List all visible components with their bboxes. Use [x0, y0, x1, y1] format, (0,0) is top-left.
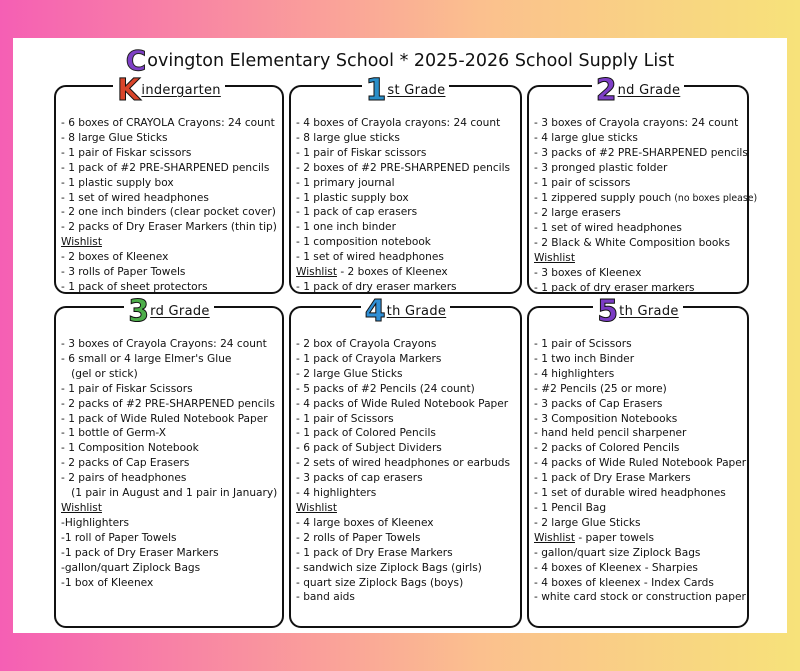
wishlist-heading: [296, 265, 516, 280]
list-item: - 2 packs of Dry Eraser Markers (thin tip): [61, 221, 277, 234]
list-item: (1 pair in August and 1 pair in January): [61, 487, 278, 500]
list-item: - 1 composition notebook: [296, 236, 431, 249]
list-item: - 1 Pencil Bag: [534, 501, 607, 514]
first-grade-heading: [291, 73, 520, 108]
pouch-item-text: - 1 zippered supply pouch: [534, 191, 672, 204]
wishlist-item: - 2 boxes of Kleenex: [61, 251, 169, 264]
list-item: - 8 large Glue Sticks: [61, 131, 168, 144]
wishlist-item: - 4 boxes of Kleenex - Sharpies: [534, 561, 698, 574]
list-item: - 2 packs of #2 PRE-SHARPENED pencils: [61, 397, 275, 410]
list-item: - 1 two inch Binder: [534, 352, 635, 365]
third-grade-initial: 3: [128, 294, 150, 329]
wishlist-item: -1 box of Kleenex: [61, 576, 154, 589]
list-item: - 1 pack of Wide Ruled Notebook Paper: [61, 412, 268, 425]
list-item: - hand held pencil sharpener: [534, 427, 687, 440]
wishlist-item: -1 pack of Dry Eraser Markers: [61, 546, 219, 559]
fourth-grade-card: [289, 294, 522, 628]
list-item: - 1 set of wired headphones: [534, 222, 682, 235]
list-item: - 2 sets of wired headphones or earbuds: [296, 457, 511, 470]
second-grade-label: nd Grade: [617, 83, 681, 98]
wishlist-heading: [534, 531, 743, 546]
supply-list-sheet: [13, 38, 787, 633]
second-grade-heading: [529, 73, 747, 108]
kindergarten-initial: K: [117, 73, 141, 108]
title-initial: C: [125, 44, 147, 77]
list-item: - 4 highlighters: [534, 367, 615, 380]
list-item: - #2 Pencils (25 or more): [534, 382, 667, 395]
title-text: ovington Elementary School * 2025-2026 School Supply List: [147, 51, 675, 71]
wishlist-label: Wishlist: [61, 501, 102, 514]
wishlist-item: - band aids: [296, 591, 355, 604]
wishlist-heading: [61, 235, 278, 250]
third-grade-card: [54, 294, 284, 628]
fourth-grade-heading: [291, 294, 520, 329]
list-item: - 2 packs of Cap Erasers: [61, 457, 190, 470]
wishlist-item: - 2 rolls of Paper Towels: [296, 531, 421, 544]
wishlist-label: Wishlist: [296, 266, 337, 279]
wishlist-label: Wishlist: [296, 501, 337, 514]
list-item: - 2 Black & White Composition books: [534, 237, 730, 250]
fifth-grade-heading: [529, 294, 747, 329]
list-item: - 8 large glue sticks: [296, 131, 400, 144]
fourth-grade-list: [296, 337, 516, 605]
list-item: - 1 pack of cap erasers: [296, 206, 418, 219]
list-item: - 3 packs of Cap Erasers: [534, 397, 663, 410]
list-item: - 1 plastic supply box: [296, 191, 409, 204]
fourth-grade-initial: 4: [364, 294, 386, 329]
list-item: - 1 Composition Notebook: [61, 442, 199, 455]
list-item: - 6 small or 4 large Elmer's Glue: [61, 352, 232, 365]
list-item: - 4 packs of Wide Ruled Notebook Paper: [534, 457, 747, 470]
list-item: - 1 bottle of Germ-X: [61, 427, 166, 440]
wishlist-item: - 1 pack of dry eraser markers: [534, 281, 695, 294]
list-item: - 2 large erasers: [534, 207, 621, 220]
wishlist-heading: [61, 501, 278, 516]
list-item: - 2 boxes of #2 PRE-SHARPENED pencils: [296, 161, 511, 174]
wishlist-inline-item: - 2 boxes of Kleenex: [336, 266, 448, 279]
list-item: - 2 pairs of headphones: [61, 472, 187, 485]
list-item: (gel or stick): [61, 367, 138, 380]
wishlist-label: Wishlist: [61, 236, 102, 249]
wishlist-item: -gallon/quart Ziplock Bags: [61, 561, 201, 574]
first-grade-list: [296, 116, 516, 295]
kindergarten-card: [54, 73, 284, 294]
list-item: - 4 large glue sticks: [534, 131, 638, 144]
list-item: - 3 packs of cap erasers: [296, 472, 423, 485]
list-item: - 1 set of wired headphones: [61, 191, 209, 204]
third-grade-heading: [56, 294, 282, 329]
kindergarten-label: indergarten: [141, 83, 221, 98]
wishlist-item: - gallon/quart size Ziplock Bags: [534, 546, 701, 559]
list-item: - 1 pair of scissors: [534, 176, 631, 189]
kindergarten-heading: [56, 73, 282, 108]
wishlist-item: - 1 pack of sheet protectors: [61, 280, 208, 293]
first-grade-card: [289, 73, 522, 294]
list-item: [534, 191, 758, 207]
wishlist-item: - 3 rolls of Paper Towels: [61, 266, 186, 279]
list-item: - 6 pack of Subject Dividers: [296, 442, 442, 455]
list-item: - 1 pack of Dry Erase Markers: [534, 472, 691, 485]
wishlist-item: - white card stock or construction paper: [534, 591, 746, 604]
wishlist-label: Wishlist: [534, 252, 575, 265]
list-item: - 4 boxes of Crayola crayons: 24 count: [296, 117, 501, 129]
second-grade-card: [527, 73, 758, 294]
list-item: - 3 boxes of Crayola crayons: 24 count: [534, 117, 739, 129]
third-grade-label: rd Grade: [150, 304, 210, 319]
list-item: - 3 packs of #2 PRE-SHARPENED pencils: [534, 146, 748, 159]
wishlist-item: - 3 boxes of Kleenex: [534, 267, 642, 280]
second-grade-list: [534, 116, 758, 296]
wishlist-item: - 4 boxes of kleenex - Index Cards: [534, 576, 714, 589]
list-item: - 1 set of durable wired headphones: [534, 487, 726, 500]
wishlist-item: - sandwich size Ziplock Bags (girls): [296, 561, 482, 574]
wishlist-item: - quart size Ziplock Bags (boys): [296, 576, 464, 589]
wishlist-inline-item: - paper towels: [574, 531, 655, 544]
list-item: - 1 primary journal: [296, 176, 395, 189]
list-item: - 1 pack of Crayola Markers: [296, 352, 442, 365]
pouch-note: (no boxes please): [671, 192, 758, 204]
list-item: - 1 set of wired headphones: [296, 251, 444, 264]
list-item: - 1 pair of Scissors: [534, 338, 632, 350]
wishlist-heading: [534, 251, 743, 266]
list-item: - 2 box of Crayola Crayons: [296, 338, 437, 350]
list-item: - 1 pair of Fiskar scissors: [296, 146, 427, 159]
list-item: - 4 packs of Wide Ruled Notebook Paper: [296, 397, 509, 410]
third-grade-list: [61, 337, 278, 590]
fifth-grade-label: th Grade: [619, 304, 679, 319]
wishlist-item: - 1 pack of Dry Erase Markers: [296, 546, 453, 559]
first-grade-initial: 1: [365, 73, 387, 108]
list-item: - 5 packs of #2 Pencils (24 count): [296, 382, 475, 395]
wishlist-item: - 4 large boxes of Kleenex: [296, 516, 434, 529]
second-grade-initial: 2: [595, 73, 617, 108]
wishlist-label: Wishlist: [534, 531, 575, 544]
list-item: - 3 boxes of Crayola Crayons: 24 count: [61, 338, 267, 350]
first-grade-label: st Grade: [387, 83, 446, 98]
list-item: - 2 packs of Colored Pencils: [534, 442, 680, 455]
fifth-grade-card: [527, 294, 749, 628]
fourth-grade-label: th Grade: [386, 304, 447, 319]
wishlist-heading: [296, 501, 516, 516]
wishlist-item: - 1 pack of dry eraser markers: [296, 280, 457, 293]
list-item: - 1 pair of Scissors: [296, 412, 394, 425]
list-item: - 1 plastic supply box: [61, 176, 174, 189]
list-item: - 2 one inch binders (clear pocket cover): [61, 206, 276, 219]
list-item: - 1 pack of #2 PRE-SHARPENED pencils: [61, 161, 270, 174]
list-item: - 1 pack of Colored Pencils: [296, 427, 436, 440]
list-item: - 1 pair of Fiskar scissors: [61, 146, 192, 159]
wishlist-item: -Highlighters: [61, 516, 130, 529]
list-item: - 6 boxes of CRAYOLA Crayons: 24 count: [61, 117, 275, 129]
list-item: - 1 pair of Fiskar Scissors: [61, 382, 193, 395]
kindergarten-list: [61, 116, 278, 295]
list-item: - 3 Composition Notebooks: [534, 412, 678, 425]
list-item: - 4 highlighters: [296, 487, 377, 500]
list-item: - 3 pronged plastic folder: [534, 161, 668, 174]
fifth-grade-list: [534, 337, 747, 605]
list-item: - 1 one inch binder: [296, 221, 396, 234]
fifth-grade-initial: 5: [597, 294, 619, 329]
list-item: - 2 large Glue Sticks: [296, 367, 403, 380]
list-item: - 2 large Glue Sticks: [534, 516, 641, 529]
wishlist-item: -1 roll of Paper Towels: [61, 531, 177, 544]
